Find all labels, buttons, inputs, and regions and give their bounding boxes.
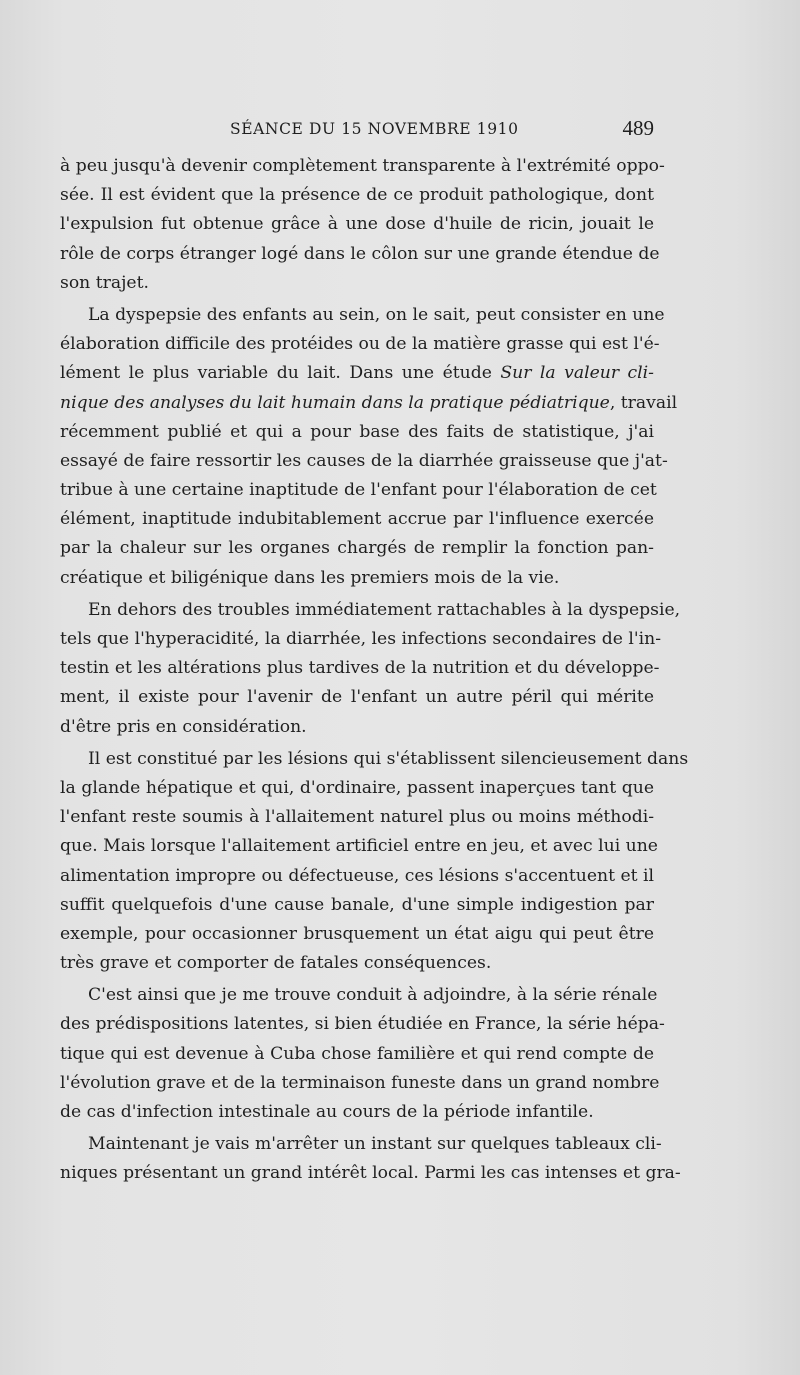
text-line xyxy=(60,389,678,418)
text-line: essayé de faire ressortir les causes de la diarrhée graisseuse que j'at- xyxy=(60,450,668,471)
text-line: l'enfant reste soumis à l'allaitement naturel plus ou moins méthodi- xyxy=(60,807,654,828)
paragraph-start: Maintenant je vais m'arrêter un instant sur quelques tableaux cli- xyxy=(88,1134,662,1155)
text-line: son trajet. xyxy=(60,272,149,293)
text-line: exemple, pour occasionner brusquement un état aigu qui peut être xyxy=(60,923,654,944)
text-line: récemment publié et qui a pour base des faits de statistique, j'ai xyxy=(60,421,654,442)
text-line: ment, il existe pour l'avenir de l'enfant un autre péril qui mérite xyxy=(60,687,654,708)
paragraph-start: C'est ainsi que je me trouve conduit à adjoindre, à la série rénale xyxy=(88,985,658,1006)
text-line xyxy=(60,359,654,388)
text-line: créatique et biligénique dans les premiers mois de la vie. xyxy=(60,567,560,588)
text-line: sée. Il est évident que la présence de ce produit pathologique, dont xyxy=(60,185,654,206)
running-head: SÉANCE DU 15 NOVEMBRE 1910 xyxy=(230,120,519,138)
text-line: très grave et comporter de fatales conséquences. xyxy=(60,953,492,974)
text-line: testin et les altérations plus tardives de la nutrition et du développe- xyxy=(60,658,660,679)
page-number: 489 xyxy=(622,116,654,140)
italic-title: Sur la valeur cli- xyxy=(500,363,654,384)
text-line: tique qui est devenue à Cuba chose familière et qui rend compte de xyxy=(60,1043,654,1064)
italic-title: nique des analyses du lait humain dans la pratique pédiatrique xyxy=(60,392,610,413)
paragraph-start: En dehors des troubles immédiatement rattachables à la dyspepsie, xyxy=(88,599,681,620)
text-line: tels que l'hyperacidité, la diarrhée, les infections secondaires de l'in- xyxy=(60,629,662,649)
text-line: d'être pris en considération. xyxy=(60,716,307,737)
text-line: par la chaleur sur les organes chargés de remplir la fonction pan- xyxy=(60,538,654,559)
text-line: des prédispositions latentes, si bien étudiée en France, la série hépa- xyxy=(60,1014,665,1035)
text-line: de cas d'infection intestinale au cours de la période infantile. xyxy=(60,1102,594,1122)
text-segment: lément le plus variable du lait. Dans une étude xyxy=(60,363,501,384)
paragraph-start: La dyspepsie des enfants au sein, on le sait, peut consister en une xyxy=(88,304,665,325)
text-line: l'évolution grave et de la terminaison funeste dans un grand nombre xyxy=(60,1072,660,1093)
text-line: suffit quelquefois d'une cause banale, d'une simple indigestion par xyxy=(60,894,654,915)
body-text xyxy=(60,152,689,1189)
text-line: la glande hépatique et qui, d'ordinaire, passent inaperçues tant que xyxy=(60,777,654,798)
text-line: niques présentant un grand intérêt local. Parmi les cas intenses et gra- xyxy=(60,1163,681,1184)
text-line: que. Mais lorsque l'allaitement artificiel entre en jeu, et avec lui une xyxy=(60,836,658,857)
paragraph-start: Il est constitué par les lésions qui s'établissent silencieusement dans xyxy=(88,748,689,769)
text-line: élaboration difficile des protéides ou de la matière grasse qui est l'é- xyxy=(60,334,660,355)
text-line: alimentation impropre ou défectueuse, ces lésions s'accentuent et il xyxy=(60,865,654,886)
text-line: tribue à une certaine inaptitude de l'enfant pour l'élaboration de cet xyxy=(60,480,657,501)
text-segment: , travail xyxy=(609,392,678,413)
text-line: élément, inaptitude indubitablement accrue par l'influence exercée xyxy=(60,509,654,530)
text-line: l'expulsion fut obtenue grâce à une dose d'huile de ricin, jouait le xyxy=(60,214,654,235)
page-header xyxy=(60,116,654,146)
text-line: à peu jusqu'à devenir complètement transparente à l'extrémité oppo- xyxy=(60,156,665,176)
text-line: rôle de corps étranger logé dans le côlon sur une grande étendue de xyxy=(60,243,660,264)
